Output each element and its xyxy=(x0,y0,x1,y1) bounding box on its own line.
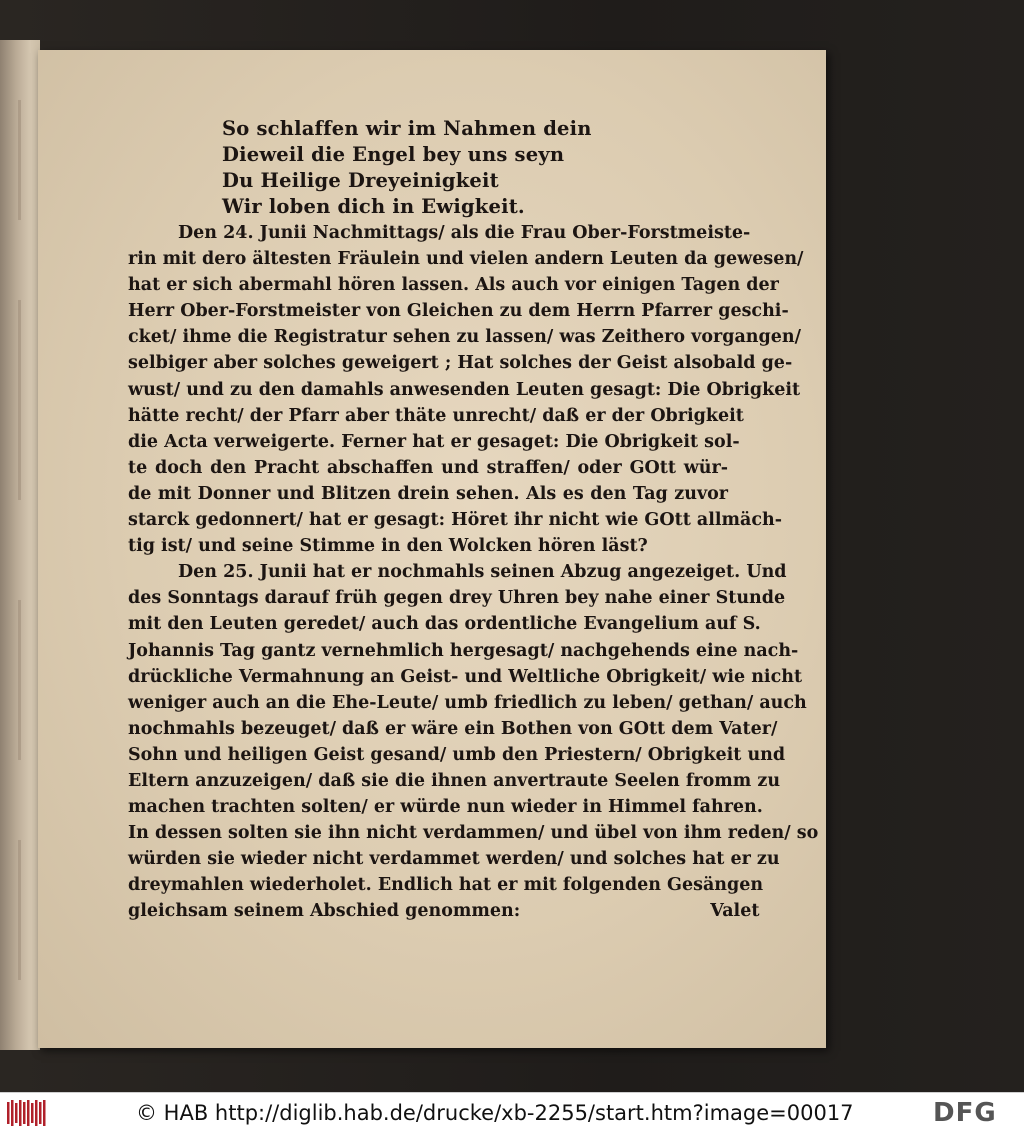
text-line: machen trachten solten/ er würde nun wieder in Himmel fahren. xyxy=(128,797,763,818)
text-line: nochmahls bezeuget/ daß er wäre ein Bothen von GOtt dem Vater/ xyxy=(128,718,778,739)
text-line: drückliche Vermahnung an Geist- und Weltliche Obrigkeit/ wie nicht xyxy=(128,666,803,687)
text-line: selbiger aber solches geweigert ; Hat solches der Geist alsobald ge- xyxy=(128,353,793,374)
text-line: dreymahlen wiederholet. Endlich hat er mit folgenden Gesängen xyxy=(128,875,764,896)
book-page xyxy=(38,50,826,1048)
text-line: wust/ und zu den damahls anwesenden Leuten gesagt: Die Obrigkeit xyxy=(128,379,801,400)
text-line: cket/ ihme die Registratur sehen zu lassen/ was Zeithero vorgangen/ xyxy=(128,327,802,348)
viewer-footer xyxy=(0,1092,1024,1133)
hab-logo-icon xyxy=(6,1099,48,1127)
text-line: Eltern anzuzeigen/ daß sie die ihnen anvertraute Seelen fromm zu xyxy=(128,770,781,791)
text-line: tig ist/ und seine Stimme in den Wolcken hören läst? xyxy=(128,536,648,557)
verse-line: So schlaffen wir im Nahmen dein xyxy=(222,117,592,140)
text-line: Sohn und heiligen Geist gesand/ umb den Priestern/ Obrigkeit und xyxy=(128,744,786,765)
text-line: rin mit dero ältesten Fräulein und vielen andern Leuten da gewesen/ xyxy=(128,249,804,270)
text-line: te doch den Pracht abschaffen und straffen/ oder GOtt wür- xyxy=(128,457,728,478)
text-line: hätte recht/ der Pfarr aber thäte unrecht/ daß er der Obrigkeit xyxy=(128,405,744,426)
dfg-logo: DFG xyxy=(933,1098,997,1128)
text-line: mit den Leuten geredet/ auch das ordentliche Evangelium auf S. xyxy=(128,614,761,635)
verse-line: Dieweil die Engel bey uns seyn xyxy=(222,143,565,166)
adjacent-page-edge xyxy=(0,40,40,1050)
verse-line: Wir loben dich in Ewigkeit. xyxy=(222,195,525,218)
text-line: würden sie wieder nicht verdammet werden/ und solches hat er zu xyxy=(128,849,780,870)
copyright-url[interactable]: © HAB http://diglib.hab.de/drucke/xb-2255/start.htm?image=00017 xyxy=(136,1101,854,1125)
text-line: gleichsam seinem Abschied genommen: xyxy=(128,901,521,922)
catchword: Valet xyxy=(710,901,760,922)
text-line: weniger auch an die Ehe-Leute/ umb friedlich zu leben/ gethan/ auch xyxy=(128,692,807,713)
text-line: Den 24. Junii Nachmittags/ als die Frau Ober-Forstmeiste- xyxy=(178,223,751,243)
text-line: In dessen solten sie ihn nicht verdammen/ und übel von ihm reden/ so xyxy=(128,823,819,844)
text-line: de mit Donner und Blitzen drein sehen. Als es den Tag zuvor xyxy=(128,483,728,504)
text-line: Den 25. Junii hat er nochmahls seinen Abzug angezeiget. Und xyxy=(178,562,787,583)
text-line: starck gedonnert/ hat er gesagt: Höret ihr nicht wie GOtt allmäch- xyxy=(128,510,783,531)
verse-line: Du Heilige Dreyeinigkeit xyxy=(222,169,499,192)
text-line: Johannis Tag gantz vernehmlich hergesagt/ nachgehends eine nach- xyxy=(128,640,799,661)
text-line: Herr Ober-Forstmeister von Gleichen zu dem Herrn Pfarrer geschi- xyxy=(128,301,789,322)
text-line: die Acta verweigerte. Ferner hat er gesaget: Die Obrigkeit sol- xyxy=(128,431,740,452)
text-line: des Sonntags darauf früh gegen drey Uhren bey nahe einer Stunde xyxy=(128,588,786,609)
text-line-with-catchword xyxy=(128,898,760,924)
text-line: hat er sich abermahl hören lassen. Als auch vor einigen Tagen der xyxy=(128,275,779,296)
page-text xyxy=(128,116,819,925)
